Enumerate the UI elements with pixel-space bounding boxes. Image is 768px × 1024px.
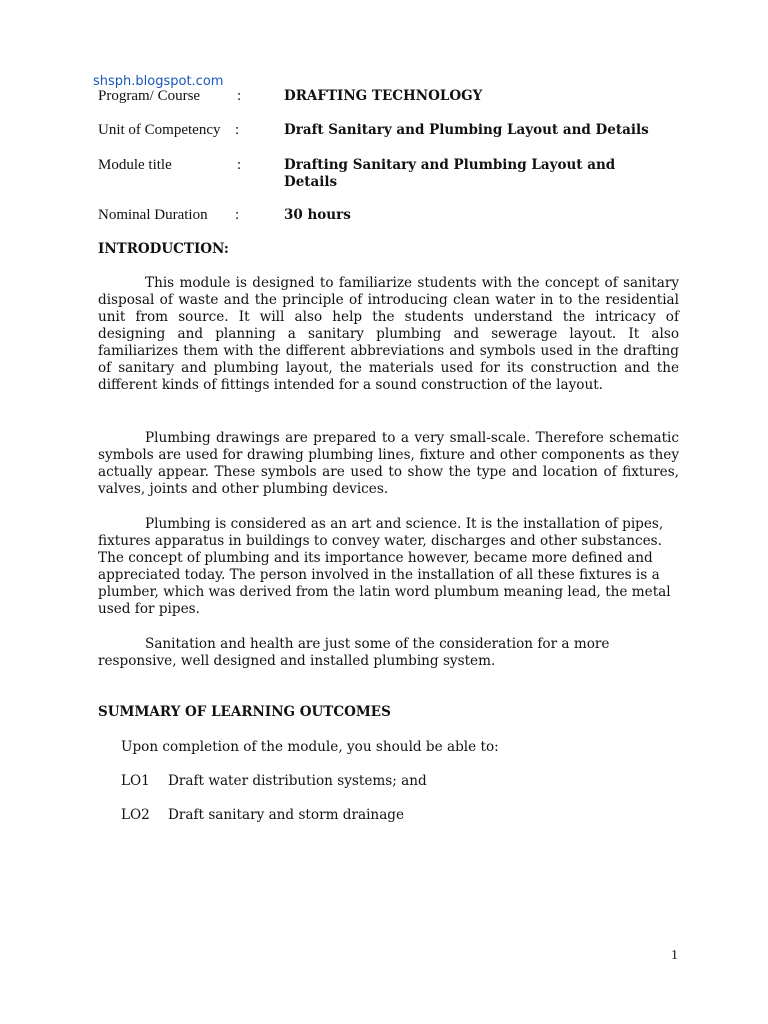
learning-outcome-code: LO1 — [121, 773, 150, 789]
outcomes-intro: Upon completion of the module, you should be able to: — [121, 739, 499, 755]
blog-watermark: shsph.blogspot.com — [93, 74, 224, 89]
unit-of-competency-label: Unit of Competency — [98, 122, 221, 138]
learning-outcome-text: Draft water distribution systems; and — [168, 773, 427, 789]
unit-of-competency-value: Draft Sanitary and Plumbing Layout and Details — [284, 122, 649, 138]
intro-paragraph-2: Plumbing drawings are prepared to a very small-scale. Therefore schematic symbols are used for drawing plumbing lines, fixture and other components as they actually appear. These symbols are used to show the type and location of fixtures, valves, joints and other plumbing devices. — [98, 430, 679, 497]
learning-outcome-code: LO2 — [121, 807, 150, 823]
learning-outcome-item — [121, 807, 404, 823]
colon: : — [237, 88, 242, 104]
learning-outcomes-heading: SUMMARY OF LEARNING OUTCOMES — [98, 704, 391, 720]
intro-paragraph-1: This module is designed to familiarize students with the concept of sanitary disposal of waste and the principle of introducing clean water in to the residential unit from source. It will also help the students understand the intricacy of designing and planning a sanitary plumbing and sewerage layout. It also familiarizes them with the different abbreviations and symbols used in the drafting of sanitary and plumbing layout, the materials used for its construction and the different kinds of fittings intended for a sound construction of the layout. — [98, 275, 679, 393]
module-title-value: Drafting Sanitary and Plumbing Layout and Details — [284, 157, 616, 190]
introduction-heading: INTRODUCTION: — [98, 241, 229, 257]
learning-outcome-item — [121, 773, 427, 789]
program-course-value: DRAFTING TECHNOLOGY — [284, 88, 483, 104]
program-course-label: Program/ Course — [98, 88, 201, 104]
nominal-duration-label: Nominal Duration — [98, 207, 208, 223]
colon: : — [235, 122, 240, 138]
intro-paragraph-4: Sanitation and health are just some of the consideration for a more responsive, well designed and installed plumbing system. — [98, 636, 610, 669]
colon: : — [235, 207, 240, 223]
page-number: 1 — [671, 948, 678, 963]
nominal-duration-value: 30 hours — [284, 207, 351, 223]
module-title-label: Module title — [98, 157, 172, 173]
intro-paragraph-3: Plumbing is considered as an art and science. It is the installation of pipes, fixtures apparatus in buildings to convey water, discharges and other substances. The concept of plumbing and its importance however, became more defined and appreciated today. The person involved in the installation of all these fixtures is a plumber, which was derived from the latin word plumbum meaning lead, the metal used for pipes. — [98, 516, 671, 617]
colon: : — [237, 157, 242, 173]
learning-outcome-text: Draft sanitary and storm drainage — [168, 807, 405, 823]
